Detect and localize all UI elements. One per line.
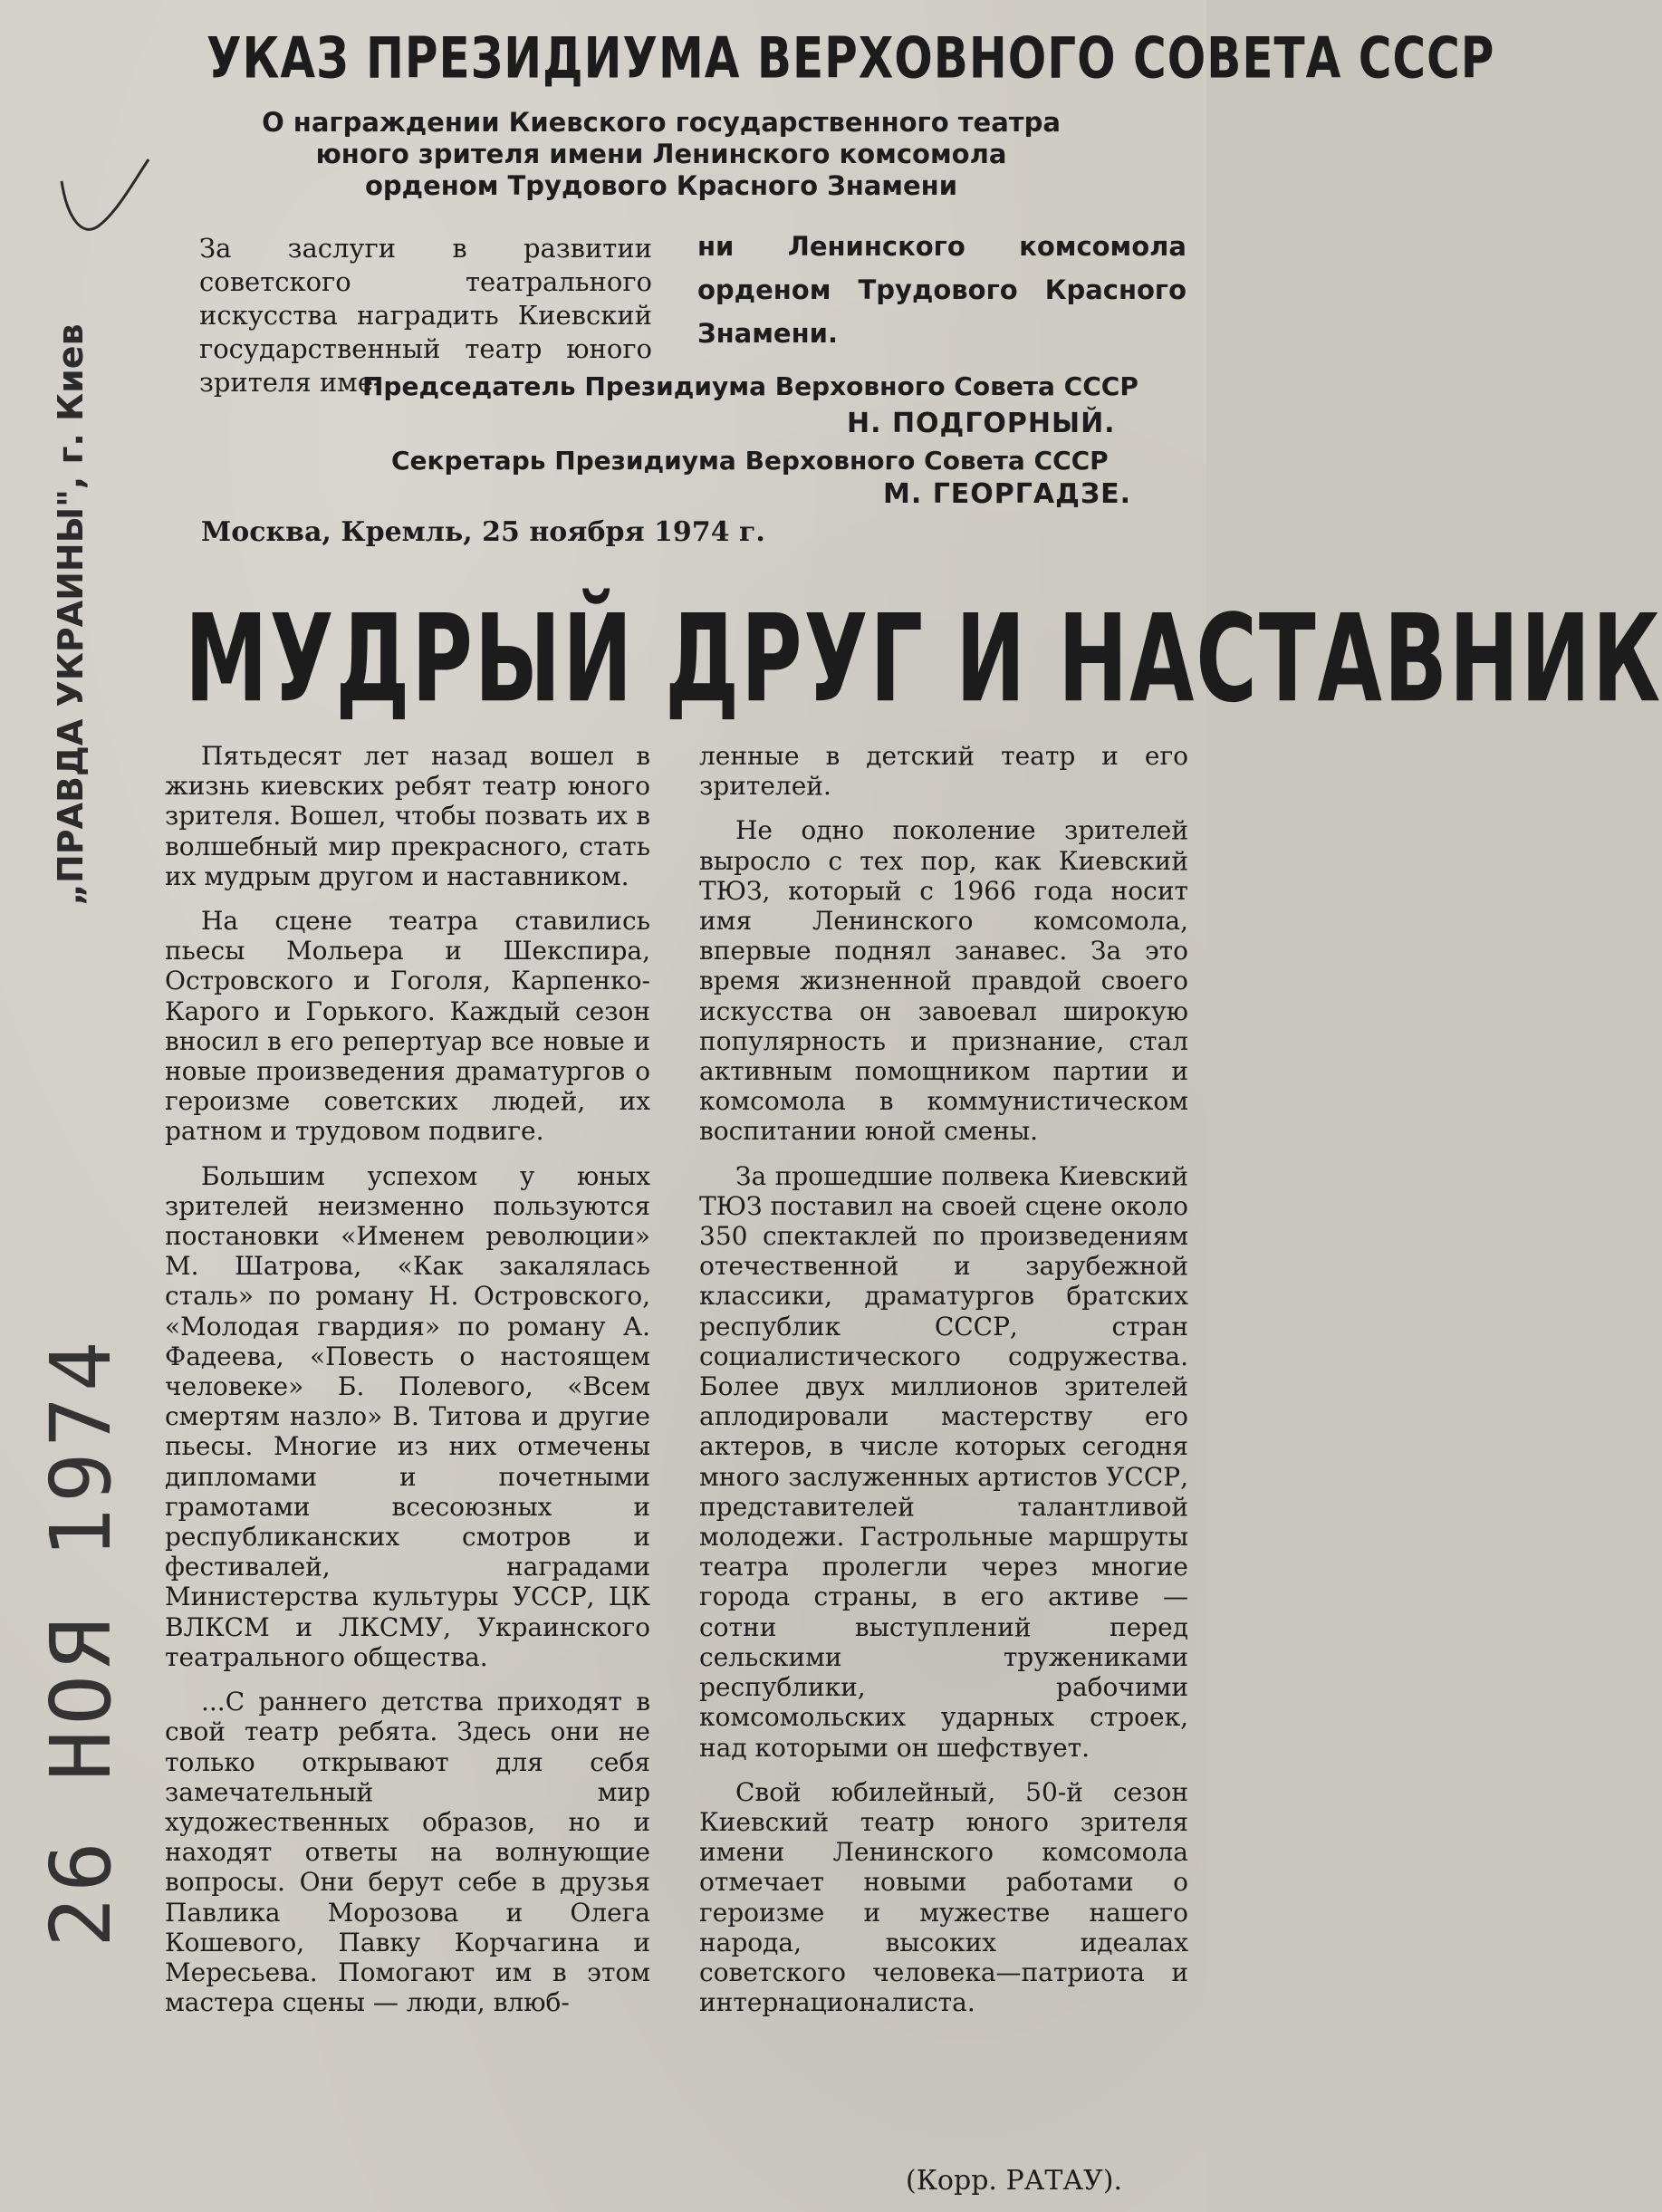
article-paragraph: На сцене театра ставились пьесы Мольера и Шекспира, Островского и Гоголя, Карпенко-Карого и Горького. Каждый сезон вносил в его репертуар все новые и новые произведения драматургов о героизме советских людей, их ратном и трудовом подвиге. xyxy=(165,906,650,1147)
article-paragraph: За прошедшие полвека Киевский ТЮЗ поставил на своей сцене около 350 спектаклей по произведениям отечественной и зарубежной классики, драматургов братских республик СССР, стран социалистического содружества. Более двух миллионов зрителей аплодировали мастерству его актеров, в числе которых сегодня много заслуженных артистов УССР, представителей талантливой молодежи. Гастрольные маршруты театра пролегли через многие города страны, в его активе — сотни выступлений перед сельскими тружениками республики, рабочими комсомольских ударных строек, над которыми он шефствует. xyxy=(699,1160,1188,1763)
article-paragraph: ...С раннего детства приходят в свой театр ребята. Здесь они не только открывают для себя замечательный мир художественных образов, но и находят ответы на волнующие вопросы. Они берут себе в друзья Павлика Морозова и Олега Кошевого, Павку Корчагина и Мересьева. Помогают им в этом мастера сцены — люди, влюб- xyxy=(165,1687,650,2018)
source-note: „ПРАВДА УКРАИНЫ", г. Киев xyxy=(51,323,91,906)
chairman-name: Н. ПОДГОРНЫЙ. xyxy=(847,408,1116,439)
correspondent-credit: (Корр. РАТАУ). xyxy=(906,2165,1123,2197)
article-paragraph: ленные в детский театр и его зрителей. xyxy=(699,741,1188,802)
pen-mark-icon xyxy=(54,154,154,245)
article-column-left xyxy=(165,741,650,2017)
date-stamp: 26 НОЯ 1974 xyxy=(33,1335,130,1948)
decree-subtitle-line: орденом Трудового Красного Знамени xyxy=(364,170,958,201)
decree-text-left: За заслуги в развитии советского театрального искусства наградить Киевский государственный театр юного зрителя име- xyxy=(199,233,652,398)
article-paragraph: Не одно поколение зрителей выросло с тех пор, как Киевский ТЮЗ, который с 1966 года носит имя Ленинского комсомола, впервые поднял занавес. За это время жизненной правдой своего искусства он завоевал широкую популярность и признание, стал активным помощником партии и комсомола в коммунистическом воспитании юной смены. xyxy=(699,815,1188,1147)
decree-subtitle-line: юного зрителя имени Ленинского комсомола xyxy=(315,139,1007,169)
secretary-name: М. ГЕОРГАДЗЕ. xyxy=(883,478,1132,510)
decree-place-date: Москва, Кремль, 25 ноября 1974 г. xyxy=(201,516,765,548)
decree-text-right: ни Ленинского комсомола орденом Трудового Красного Знамени. xyxy=(697,231,1186,349)
decree-subtitle-line: О награждении Киевского государственного театра xyxy=(262,107,1061,138)
article-paragraph: Большим успехом у юных зрителей неизменно пользуются постановки «Именем революции» М. Шатрова, «Как закалялась сталь» по роману Н. Островского, «Молодая гвардия» по роману А. Фадеева, «Повесть о настоящем человеке» Б. Полевого, «Всем смертям назло» В. Титова и другие пьесы. Многие из них отмечены дипломами и почетными грамотами всесоюзных и республиканских смотров и фестивалей, наградами Министерства культуры УССР, ЦК ВЛКСМ и ЛКСМУ, Украинского театрального общества. xyxy=(165,1160,650,1672)
chairman-title: Председатель Президиума Верховного Совета СССР xyxy=(362,371,1138,401)
article-paragraph: Свой юбилейный, 50-й сезон Киевский театр юного зрителя имени Ленинского комсомола отмечает новыми работами о героизме и мужестве нашего народа, высоких идеалах советского человека—патриота и интернационалиста. xyxy=(699,1776,1188,2018)
article-paragraph: Пятьдесят лет назад вошел в жизнь киевских ребят театр юного зрителя. Вошел, чтобы позвать их в волшебный мир прекрасного, стать их мудрым другом и наставником. xyxy=(165,741,650,891)
decree-subtitle xyxy=(226,107,1096,202)
article-column-right xyxy=(699,741,1188,2017)
secretary-title: Секретарь Президиума Верховного Совета СССР xyxy=(391,446,1109,476)
decree-title: УКАЗ ПРЕЗИДИУМА ВЕРХОВНОГО СОВЕТА СССР xyxy=(207,25,1495,91)
article-title: МУДРЫЙ ДРУГ И НАСТАВНИК xyxy=(185,589,1662,730)
